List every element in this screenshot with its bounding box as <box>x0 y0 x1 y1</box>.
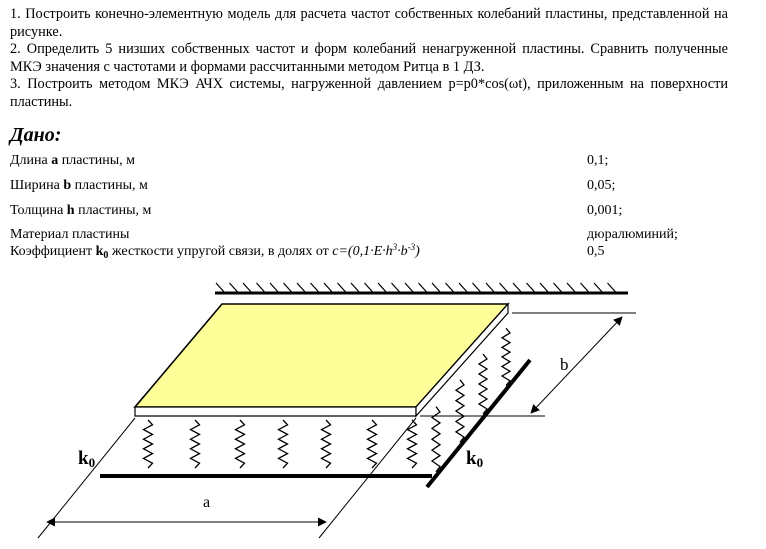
plate-front-edge <box>135 407 416 416</box>
plate-top-surface <box>135 304 508 407</box>
front-spring <box>236 420 245 468</box>
label-b: b <box>560 355 569 374</box>
param-stiffness-label: Коэффициент $k_0$ жесткости упругой связи, в долях от $c=(0,1\cdot E\cdot h^3\cdot b^{-3})$ <box>10 242 420 261</box>
right-spring <box>456 380 464 443</box>
front-springs <box>144 420 417 468</box>
label-k0-left: k0 <box>78 448 96 470</box>
param-material-value: дюралюминий; <box>587 227 678 242</box>
param-length-value: 0,1; <box>587 153 609 168</box>
given-heading: Дано: <box>10 124 62 146</box>
param-width-value: 0,05; <box>587 178 616 193</box>
front-spring <box>322 420 331 468</box>
param-width-label: Ширина b пластины, м <box>10 178 148 193</box>
front-spring <box>368 420 377 468</box>
task-1: 1. Построить конечно-элементную модель для расчета частот собственных колебаний пластины, представленной на рисунке. <box>10 6 728 40</box>
param-stiffness-value: 0,5 <box>587 244 605 259</box>
right-spring <box>479 354 487 414</box>
task-3: 3. Построить методом МКЭ АЧХ системы, нагруженной давлением p=p0*cos(ωt), приложенным на поверхности пластины. <box>10 76 728 110</box>
label-k0-right: k0 <box>466 448 484 470</box>
task-2: 2. Определить 5 низших собственных частот и форм колебаний ненагруженной пластины. Сравнить полученные МКЭ значения с частотами и формами рассчитанными методом Ритца в 1 ДЗ. <box>10 41 728 75</box>
dim-b-line <box>531 317 622 413</box>
param-thickness-label: Толщина h пластины, м <box>10 203 152 218</box>
right-spring <box>502 328 510 385</box>
front-spring <box>144 420 153 468</box>
front-spring <box>191 420 200 468</box>
param-length-label: Длина a пластины, м <box>10 153 136 168</box>
param-material-label: Материал пластины <box>10 227 130 242</box>
label-a: a <box>203 494 211 511</box>
param-thickness-value: 0,001; <box>587 203 623 218</box>
front-spring <box>279 420 288 468</box>
